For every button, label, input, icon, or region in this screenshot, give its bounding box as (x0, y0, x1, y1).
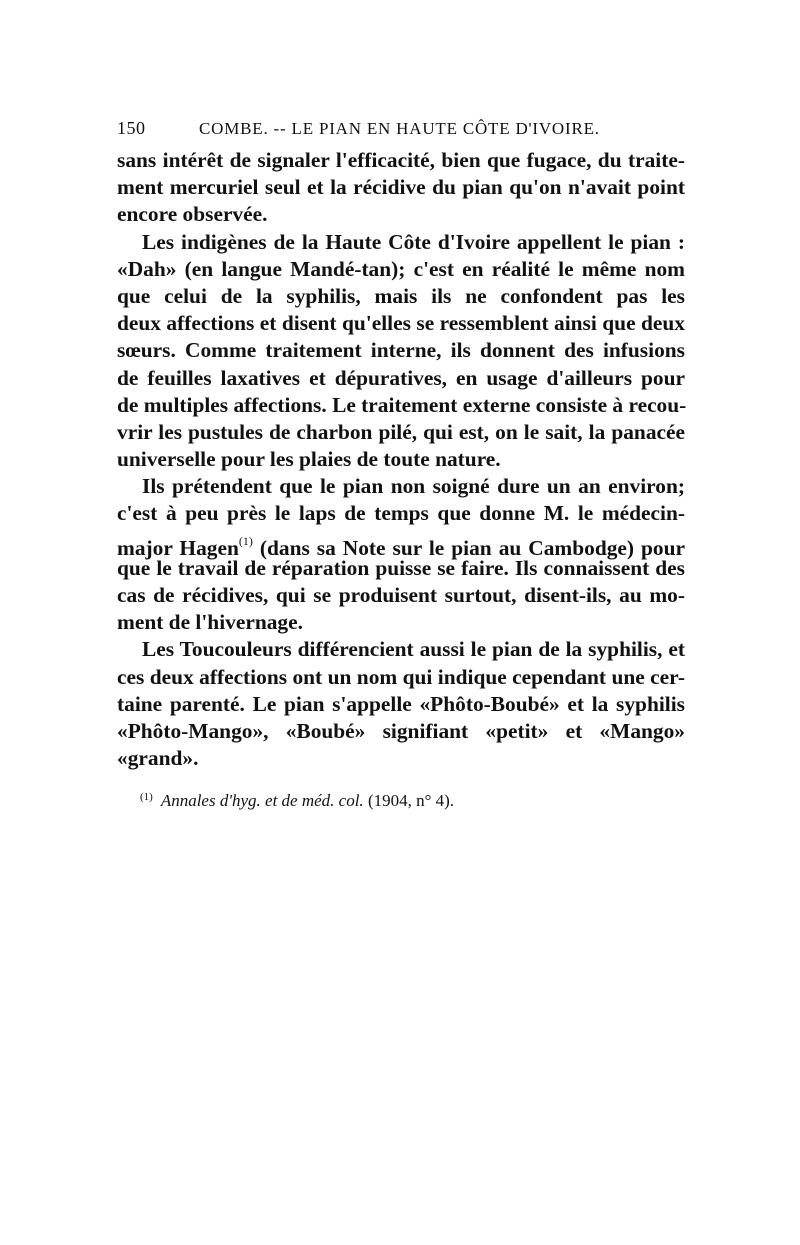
text-line: ment de l'hivernage. (117, 610, 303, 635)
text-line: que le travail de réparation puisse se faire. Ils connaissent des (117, 555, 685, 580)
text-line: cas de récidives, qui se produisent surtout, disent-ils, au mo- (117, 583, 685, 607)
page-number: 150 (117, 118, 146, 138)
text-line: taine parenté. Le pian s'appelle «Phôto-Boubé» et la syphilis (117, 691, 685, 716)
text-line: Ils prétendent que le pian non soigné dure un an environ; (142, 474, 685, 499)
running-title: COMBE. -- LE PIAN EN HAUTE CÔTE D'IVOIRE. (199, 119, 600, 138)
footnote-details: (1904, n° 4). (367, 791, 455, 810)
text-line: ces deux affections ont un nom qui indique cependant une cer- (117, 664, 685, 689)
paragraph-2 (117, 229, 685, 474)
text-line: «grand». (117, 746, 199, 771)
footnote-reference: (1) (238, 533, 253, 548)
text-fragment: major Hagen (117, 535, 239, 560)
text-line: «Dah» (en langue Mandé-tan); c'est en réalité le même nom (117, 256, 685, 281)
text-fragment: (dans sa Note sur le pian au Cambodge) pour (259, 535, 686, 560)
running-header (117, 118, 685, 139)
text-line: Les Toucouleurs différencient aussi le pian de la syphilis, et (142, 637, 685, 662)
text-line: c'est à peu près le laps de temps que donne M. le médecin- (117, 501, 685, 526)
footnote-mark: (1) (140, 791, 153, 803)
text-line: Les indigènes de la Haute Côte d'Ivoire appellent le pian : (142, 229, 685, 254)
text-line: de multiples affections. Le traitement externe consiste à recou- (117, 392, 687, 417)
footnote (140, 791, 454, 811)
text-line: vrir les pustules de charbon pilé, qui est, on le sait, la panacée (117, 419, 685, 444)
text-line: «Phôto-Mango», «Boubé» signifiant «petit» et «Mango» (117, 718, 685, 743)
text-line: que celui de la syphilis, mais ils ne confondent pas les (117, 283, 685, 308)
footnote-citation: Annales d'hyg. et de méd. col. (160, 791, 364, 810)
text-line: universelle pour les plaies de toute nature. (117, 447, 501, 472)
paragraph-4 (117, 636, 685, 772)
text-line-with-note (117, 528, 686, 560)
text-line: sans intérêt de signaler l'efficacité, bien que fugace, du traite- (117, 148, 685, 172)
paragraph-1 (117, 147, 685, 229)
text-line: encore observée. (117, 202, 268, 227)
paragraph-3 (117, 473, 685, 636)
page-content (117, 118, 685, 772)
text-line: de feuilles laxatives et dépuratives, en usage d'ailleurs pour (117, 365, 685, 390)
text-line: ment mercuriel seul et la récidive du pian qu'on n'avait point (117, 175, 685, 200)
text-line: sœurs. Comme traitement interne, ils donnent des infusions (117, 338, 685, 363)
text-line: deux affections et disent qu'elles se ressemblent ainsi que deux (117, 311, 685, 336)
